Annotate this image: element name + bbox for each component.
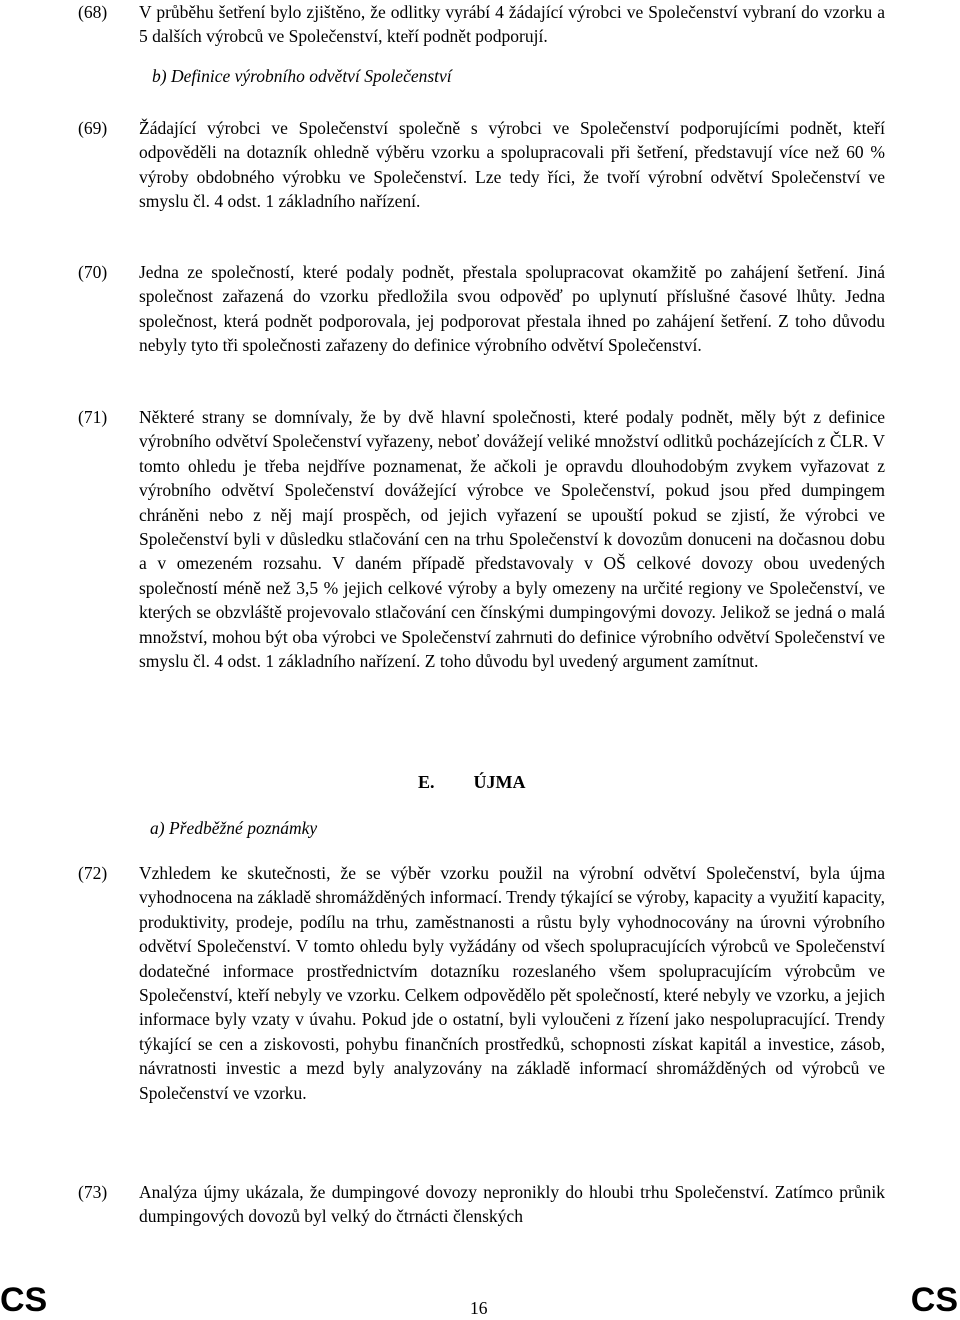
paragraph-text: Analýza újmy ukázala, že dumpingové dovozy nepronikly do hloubi trhu Společenství. Zatímco průnik dumpingových dovozů byl velký do čtrnácti členských (139, 1182, 885, 1227)
section-heading-e-title: ÚJMA (473, 772, 526, 792)
paragraph-text: Vzhledem ke skutečnosti, že se výběr vzorku použil na výrobní odvětví Společenství, byla újma vyhodnocena na základě shromážděných informací. Trendy týkající se výroby, kapacity a využití kapacity, produktivity, prodeje, podílu na trhu, zaměstnanosti a růstu byly vyhodnocovány na úrovni výrobního odvětví Společenství. V tomto ohledu byly vyžádány od všech spolupracujících výrobců ve Společenství dodatečné informace prostřednictvím dotazníku rozeslaného všem spolupracujícím výrobcům ve Společenství, kteří nebyly ve vzorku. Celkem odpovědělo pět společností, které nebyly ve vzorku, a jejich informace byly vzaty v úvahu. Pokud jde o ostatní, byli vyloučeni z řízení jako nespolupracující. Trendy týkající se cen a ziskovosti, pohybu finančních prostředků, schopnosti získat kapitál a investice, zásob, návratnosti investic a mezd byly analyzovány na základě informací shromážděných od výrobců ve Společenství ve vzorku. (139, 863, 885, 1103)
page-number: 16 (470, 1298, 488, 1318)
section-heading-b: b) Definice výrobního odvětví Společenství (152, 66, 452, 86)
paragraph-number: (69) (78, 118, 108, 138)
footer-language-right: CS (910, 1281, 958, 1319)
paragraph-number: (68) (78, 2, 108, 22)
paragraph-text: Některé strany se domnívaly, že by dvě hlavní společnosti, které podaly podnět, měly být z definice výrobního odvětví Společenství vyřazeny, neboť dovážejí veliké množství odlitků pocházejících z ČLR. V tomto ohledu je třeba nejdříve poznamenat, že ačkoli je opravdu dlouhodobým zvykem vyřazovat z výrobního odvětví Společenství dovážející výrobce ve Společenství, pokud jsou před dumpingem chráněni nebo z něj mají prospěch, od jejich vyřazení se upouští pokud se zjistí, že výrobci ve Společenství byli v důsledku stlačování cen na trhu Společenství k dovozům donuceni na dočasnou dobu a v omezeném rozsahu. V daném případě představovaly v OŠ celkové dovozy obou uvedených společností méně než 3,5 % jejich celkové výroby a byly omezeny na určité regiony ve Společenství, ve kterých se obzvláště projevovalo stlačování cen čínskými dumpingovými dovozy. Jelikož se jedná o malá množství, mohou být oba výrobci ve Společenství zahrnuti do definice výrobního odvětví Společenství ve smyslu čl. 4 odst. 1 základního nařízení. Z toho důvodu byl uvedený argument zamítnut. (139, 407, 885, 672)
section-heading-e-letter: E. (418, 772, 435, 792)
paragraph-text: V průběhu šetření bylo zjištěno, že odlitky vyrábí 4 žádající výrobci ve Společenství vybraní do vzorku a 5 dalších výrobců ve Společenství, kteří podnět podporují. (139, 2, 885, 47)
footer-language-left: CS (0, 1281, 48, 1319)
paragraph-text: Jedna ze společností, které podaly podnět, přestala spolupracovat okamžitě po zahájení šetření. Jiná společnost zařazená do vzorku předložila svou odpověď po uplynutí příslušné časové lhůty. Jedna společnost, která podnět podporovala, jej podporovat přestala ihned po zahájení šetření. Z toho důvodu nebyly tyto tři společnosti zařazeny do definice výrobního odvětví Společenství. (139, 262, 885, 356)
paragraph-number: (70) (78, 262, 108, 282)
paragraph-number: (73) (78, 1182, 108, 1202)
section-heading-e (418, 772, 526, 793)
paragraph-text: Žádající výrobci ve Společenství společně s výrobci ve Společenství podporujícími podnět, kteří odpověděli na dotazník ohledně výběru vzorku a spolupracovali při šetření, představují více než 60 % výroby obdobného výrobku ve Společenství. Lze tedy říci, že tvoří výrobní odvětví Společenství ve smyslu čl. 4 odst. 1 základního nařízení. (139, 118, 885, 212)
subsection-heading-a: a) Předběžné poznámky (150, 818, 318, 838)
paragraph-number: (72) (78, 863, 108, 883)
paragraph-number: (71) (78, 407, 108, 427)
